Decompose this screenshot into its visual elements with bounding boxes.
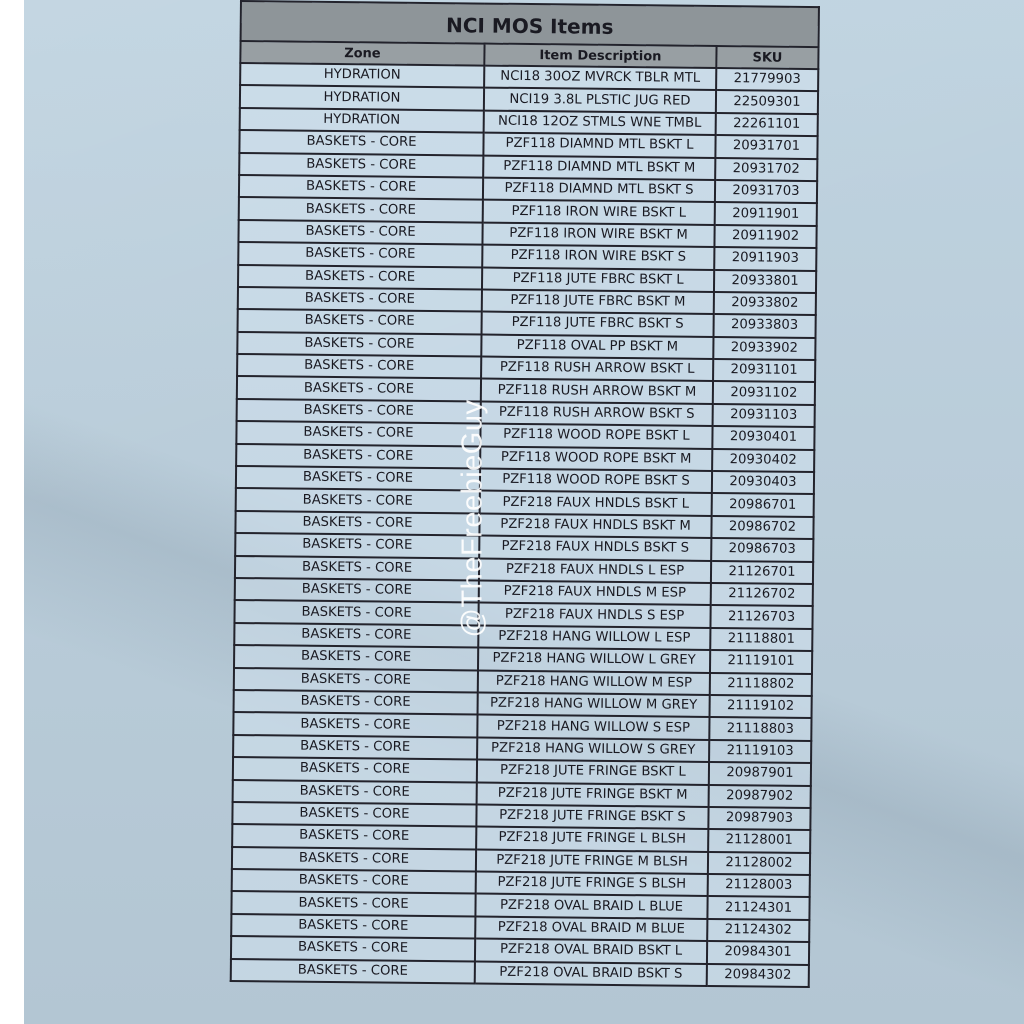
sku-cell: 20911903 (714, 247, 816, 270)
item-description-cell: PZF218 JUTE FRINGE BSKT M (477, 782, 709, 807)
zone-cell: BASKETS - CORE (238, 265, 482, 290)
sku-cell: 21119101 (710, 650, 812, 673)
column-header-zone: Zone (240, 41, 484, 66)
sku-cell: 20931102 (713, 381, 815, 404)
zone-cell: BASKETS - CORE (231, 891, 475, 916)
watermark (454, 378, 492, 658)
items-table (230, 0, 820, 988)
item-description-cell: PZF118 WOOD ROPE BSKT L (480, 424, 712, 449)
item-description-cell: PZF218 OVAL BRAID BSKT S (475, 961, 707, 986)
sku-cell: 20933902 (713, 337, 815, 360)
zone-cell: BASKETS - CORE (236, 444, 480, 469)
zone-cell: BASKETS - CORE (235, 578, 479, 603)
item-description-cell: PZF218 HANG WILLOW S GREY (477, 737, 709, 762)
item-description-cell: PZF218 HANG WILLOW M GREY (478, 692, 710, 717)
sku-cell: 20933803 (714, 314, 816, 337)
zone-cell: BASKETS - CORE (236, 466, 480, 491)
sku-cell: 20931103 (713, 404, 815, 427)
column-header-item-description: Item Description (484, 44, 716, 68)
zone-cell: BASKETS - CORE (234, 623, 478, 648)
sku-cell: 21118801 (710, 628, 812, 651)
item-description-cell: PZF218 HANG WILLOW S ESP (477, 715, 709, 740)
zone-cell: BASKETS - CORE (232, 802, 476, 827)
table-title-row (241, 1, 819, 47)
zone-cell: BASKETS - CORE (239, 197, 483, 222)
sku-cell: 21119102 (710, 695, 812, 718)
sku-cell: 21119103 (709, 740, 811, 763)
zone-cell: BASKETS - CORE (238, 220, 482, 245)
item-description-cell: PZF118 DIAMND MTL BSKT S (483, 178, 715, 203)
document-title: NCI MOS Items (241, 1, 819, 47)
zone-cell: BASKETS - CORE (239, 175, 483, 200)
item-description-cell: PZF218 OVAL BRAID M BLUE (475, 916, 707, 941)
item-description-cell: PZF218 FAUX HNDLS L ESP (479, 558, 711, 583)
item-description-cell: NCI19 3.8L PLSTIC JUG RED (484, 88, 716, 113)
item-description-cell: PZF118 JUTE FBRC BSKT M (482, 289, 714, 314)
sku-cell: 21779903 (716, 68, 818, 91)
zone-cell: BASKETS - CORE (239, 130, 483, 155)
item-description-cell: PZF118 JUTE FBRC BSKT L (482, 267, 714, 292)
sku-cell: 20987902 (709, 784, 811, 807)
item-description-cell: PZF118 RUSH ARROW BSKT M (481, 379, 713, 404)
sku-cell: 20986703 (711, 538, 813, 561)
zone-cell: BASKETS - CORE (236, 488, 480, 513)
table-row (231, 959, 809, 987)
sku-cell: 21126702 (711, 583, 813, 606)
item-description-cell: PZF218 OVAL BRAID L BLUE (475, 894, 707, 919)
item-description-cell: PZF218 HANG WILLOW L GREY (478, 648, 710, 673)
item-description-cell: PZF218 JUTE FRINGE L BLSH (476, 827, 708, 852)
item-description-cell: PZF218 FAUX HNDLS BSKT M (479, 513, 711, 538)
zone-cell: BASKETS - CORE (233, 712, 477, 737)
sku-cell: 20933801 (714, 269, 816, 292)
sku-cell: 20931703 (715, 180, 817, 203)
sku-cell: 20911901 (715, 202, 817, 225)
zone-cell: BASKETS - CORE (237, 376, 481, 401)
zone-cell: BASKETS - CORE (238, 287, 482, 312)
zone-cell: HYDRATION (240, 85, 484, 110)
sku-cell: 21118803 (709, 717, 811, 740)
zone-cell: BASKETS - CORE (233, 735, 477, 760)
zone-cell: BASKETS - CORE (232, 847, 476, 872)
sku-cell: 20984301 (707, 941, 809, 964)
item-description-cell: PZF118 DIAMND MTL BSKT L (483, 133, 715, 158)
sku-cell: 21124302 (707, 919, 809, 942)
sku-cell: 20931701 (715, 135, 817, 158)
table-body (231, 63, 819, 987)
sku-cell: 21126703 (710, 605, 812, 628)
sku-cell: 20986701 (712, 493, 814, 516)
zone-cell: BASKETS - CORE (234, 668, 478, 693)
item-description-cell: PZF118 JUTE FBRC BSKT S (482, 312, 714, 337)
zone-cell: BASKETS - CORE (234, 690, 478, 715)
item-description-cell: PZF118 WOOD ROPE BSKT S (480, 469, 712, 494)
item-description-cell: PZF218 OVAL BRAID BSKT L (475, 939, 707, 964)
sku-cell: 20986702 (711, 516, 813, 539)
item-description-cell: PZF118 IRON WIRE BSKT L (483, 200, 715, 225)
column-header-sku: SKU (716, 46, 818, 69)
sku-cell: 22261101 (716, 113, 818, 136)
item-description-cell: PZF118 DIAMND MTL BSKT M (483, 155, 715, 180)
zone-cell: BASKETS - CORE (233, 779, 477, 804)
sku-cell: 20987901 (709, 762, 811, 785)
sku-cell: 20930402 (712, 449, 814, 472)
zone-cell: BASKETS - CORE (233, 757, 477, 782)
item-description-cell: PZF118 RUSH ARROW BSKT L (481, 357, 713, 382)
sku-cell: 21126701 (711, 561, 813, 584)
zone-cell: BASKETS - CORE (235, 533, 479, 558)
zone-cell: BASKETS - CORE (237, 354, 481, 379)
sku-cell: 20933802 (714, 292, 816, 315)
item-description-cell: PZF218 JUTE FRINGE BSKT S (476, 804, 708, 829)
zone-cell: BASKETS - CORE (231, 959, 475, 984)
zone-cell: BASKETS - CORE (238, 309, 482, 334)
item-description-cell: NCI18 30OZ MVRCK TBLR MTL (484, 66, 716, 91)
zone-cell: BASKETS - CORE (239, 153, 483, 178)
document-photo (24, 0, 1024, 1024)
zone-cell: BASKETS - CORE (238, 242, 482, 267)
item-description-cell: PZF118 WOOD ROPE BSKT M (480, 446, 712, 471)
sku-cell: 21128003 (708, 874, 810, 897)
zone-cell: BASKETS - CORE (232, 869, 476, 894)
item-description-cell: PZF118 RUSH ARROW BSKT S (481, 401, 713, 426)
sku-cell: 22509301 (716, 90, 818, 113)
sku-cell: 20984302 (707, 964, 809, 987)
sku-cell: 20987903 (708, 807, 810, 830)
item-description-cell: PZF218 JUTE FRINGE S BLSH (476, 872, 708, 897)
zone-cell: BASKETS - CORE (236, 421, 480, 446)
zone-cell: BASKETS - CORE (237, 399, 481, 424)
watermark-text: @TheFreebieGuy (456, 399, 489, 637)
zone-cell: BASKETS - CORE (235, 556, 479, 581)
sku-cell: 20931702 (715, 158, 817, 181)
item-description-cell: PZF118 OVAL PP BSKT M (481, 334, 713, 359)
sku-cell: 20930403 (712, 471, 814, 494)
item-description-cell: PZF218 JUTE FRINGE M BLSH (476, 849, 708, 874)
zone-cell: BASKETS - CORE (235, 511, 479, 536)
zone-cell: BASKETS - CORE (237, 332, 481, 357)
zone-cell: BASKETS - CORE (232, 824, 476, 849)
printed-sheet (230, 0, 818, 988)
item-description-cell: PZF218 HANG WILLOW M ESP (478, 670, 710, 695)
item-description-cell: PZF218 FAUX HNDLS M ESP (479, 581, 711, 606)
zone-cell: HYDRATION (240, 63, 484, 88)
zone-cell: BASKETS - CORE (234, 645, 478, 670)
sku-cell: 21124301 (707, 896, 809, 919)
item-description-cell: PZF118 IRON WIRE BSKT M (482, 222, 714, 247)
zone-cell: HYDRATION (240, 108, 484, 133)
sku-cell: 21118802 (710, 673, 812, 696)
item-description-cell: PZF118 IRON WIRE BSKT S (482, 245, 714, 270)
sku-cell: 21128001 (708, 829, 810, 852)
sku-cell: 21128002 (708, 852, 810, 875)
item-description-cell: PZF218 FAUX HNDLS S ESP (478, 603, 710, 628)
item-description-cell: PZF218 JUTE FRINGE BSKT L (477, 760, 709, 785)
zone-cell: BASKETS - CORE (234, 600, 478, 625)
zone-cell: BASKETS - CORE (231, 936, 475, 961)
item-description-cell: PZF218 FAUX HNDLS BSKT S (479, 536, 711, 561)
item-description-cell: NCI18 12OZ STMLS WNE TMBL (484, 110, 716, 135)
item-description-cell: PZF218 FAUX HNDLS BSKT L (480, 491, 712, 516)
sku-cell: 20911902 (714, 225, 816, 248)
item-description-cell: PZF218 HANG WILLOW L ESP (478, 625, 710, 650)
sku-cell: 20930401 (712, 426, 814, 449)
zone-cell: BASKETS - CORE (231, 914, 475, 939)
sku-cell: 20931101 (713, 359, 815, 382)
